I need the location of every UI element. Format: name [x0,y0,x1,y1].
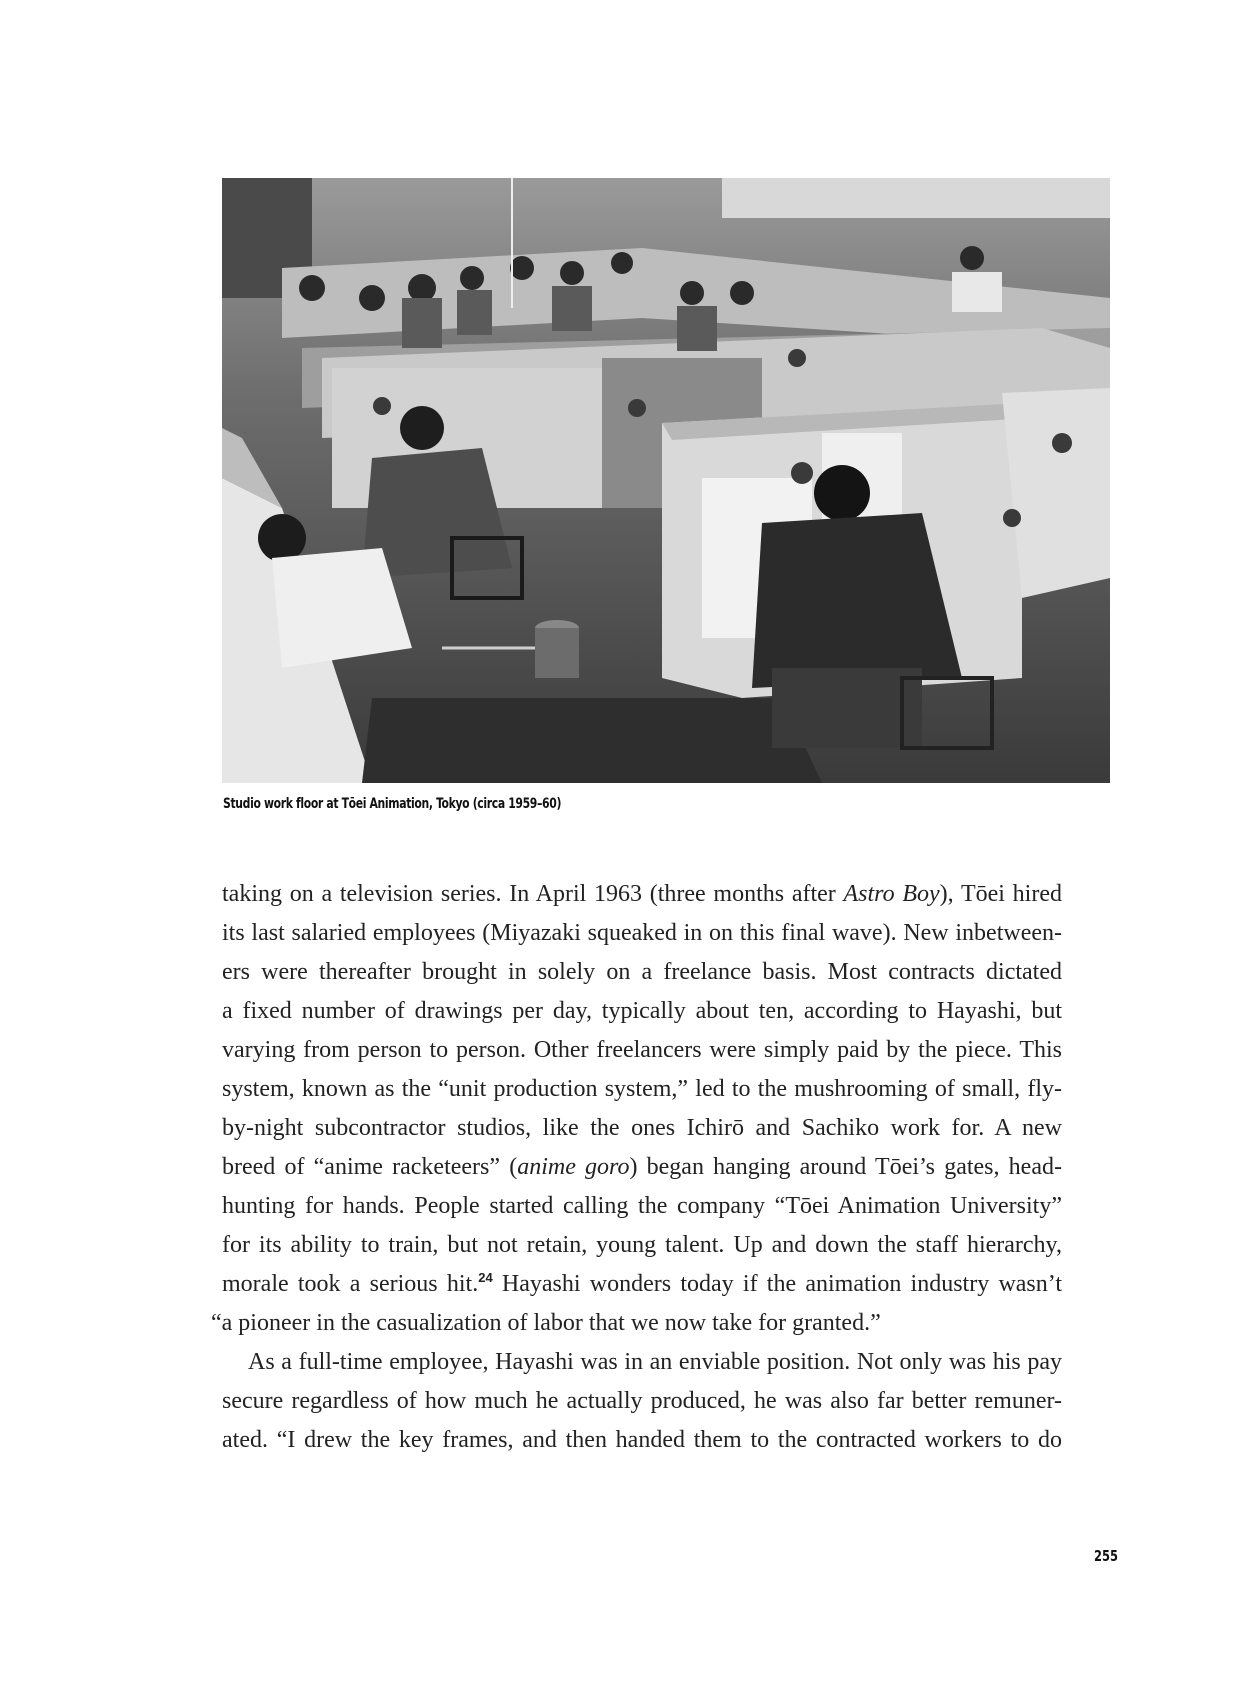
text-line: secure regardless of how much he actually produced, he was also far better remuner- [222,1388,1062,1414]
studio-photo [222,178,1110,783]
text-line: taking on a television series. In April 1963 (three months after Astro Boy), Tōei hired [222,881,1062,907]
footnote-ref[interactable]: 24 [478,1270,493,1285]
photo-caption: Studio work floor at Tōei Animation, Tokyo (circa 1959–60) [223,796,562,812]
text-line: “a pioneer in the casualization of labor that we now take for granted.” [211,1310,881,1336]
text-line: system, known as the “unit production system,” led to the mushrooming of small, fly- [222,1076,1062,1102]
text-line: varying from person to person. Other freelancers were simply paid by the piece. This [222,1037,1062,1063]
text-line: breed of “anime racketeers” (anime goro) began hanging around Tōei’s gates, head- [222,1154,1062,1180]
body-text [211,875,1062,1460]
text-line: ers were thereafter brought in solely on a freelance basis. Most contracts dictated [222,959,1062,985]
page-number: 255 [1094,1547,1118,1565]
text-line: its last salaried employees (Miyazaki squeaked in on this final wave). New inbetween- [222,920,1062,946]
text-line: for its ability to train, but not retain, young talent. Up and down the staff hierarchy, [222,1232,1062,1258]
text-line: As a full-time employee, Hayashi was in an enviable position. Not only was his pay [248,1349,1062,1375]
text-line: a fixed number of drawings per day, typically about ten, according to Hayashi, but [222,998,1062,1024]
text-line: hunting for hands. People started calling the company “Tōei Animation University” [222,1193,1062,1219]
text-line: by-night subcontractor studios, like the ones Ichirō and Sachiko work for. A new [222,1115,1062,1141]
text-line: ated. “I drew the key frames, and then handed them to the contracted workers to do [222,1427,1062,1453]
text-line: morale took a serious hit.$^{24}$ Hayashi wonders today if the animation industry wasn’t [222,1270,1062,1297]
